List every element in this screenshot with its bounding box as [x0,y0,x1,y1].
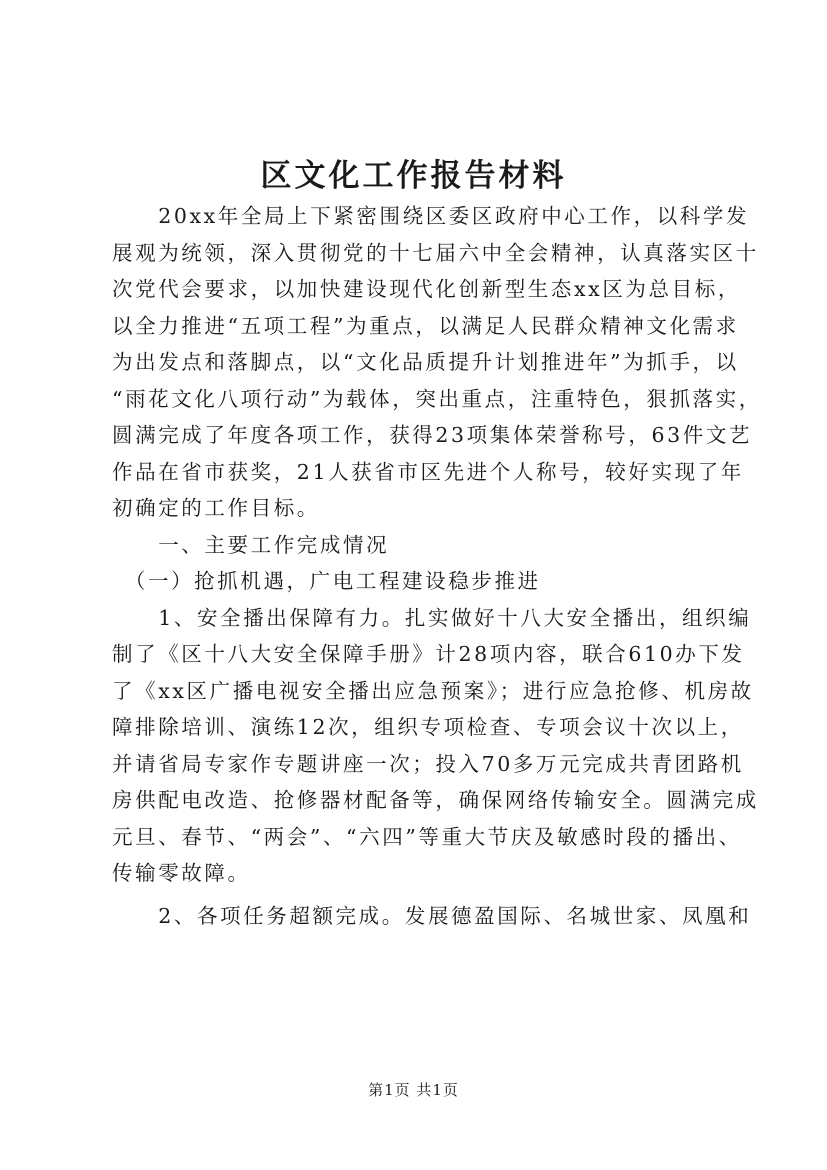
text-line: 了《xx区广播电视安全播出应急预案》；进行应急抢修、机房故 [112,678,754,703]
text-line: 障排除培训、演练12次，组织专项检查、专项会议十次以上， [112,715,744,739]
text-line: 展观为统领，深入贯彻党的十七届六中全会精神，认真落实区十 [112,240,759,265]
text-line: 圆满完成了年度各项工作，获得23项集体荣誉称号，63件文艺 [112,423,753,447]
text-line: 传输零故障。 [112,861,251,885]
text-line: 并请省局专家作专题讲座一次；投入70多万元完成共青团路机 [112,751,744,776]
text-line: 初确定的工作目标。 [112,496,320,520]
text-line: 20xx年全局上下紧密围绕区委区政府中心工作，以科学发 [112,204,750,228]
page-number: 第1页 共1页 [368,1081,459,1099]
text-line: 2、各项任务超额完成。发展德盈国际、名城世家、凤凰和 [112,903,752,928]
text-line: “雨花文化八项行动”为载体，突出重点，注重特色，狠抓落实， [112,386,762,411]
text-line: 房供配电改造、抢修器材配备等，确保网络传输安全。圆满完成 [112,788,759,812]
text-line: 1、安全播出保障有力。扎实做好十八大安全播出，组织编 [112,605,752,630]
text-line: 为出发点和落脚点，以“文化品质提升计划推进年”为抓手，以 [112,350,739,374]
text-line: 作品在省市获奖，21人获省市区先进个人称号，较好实现了年 [112,459,744,484]
text-line: 以全力推进“五项工程”为重点，以满足人民群众精神文化需求 [112,313,739,338]
section-heading: 一、主要工作完成情况 [112,532,390,557]
text-line: 制了《区十八大安全保障手册》计28项内容，联合610办下发 [112,642,745,666]
text-line: 次党代会要求，以加快建设现代化创新型生态xx区为总目标， [112,277,741,301]
document-body [112,198,762,934]
text-line: 元旦、春节、“两会”、“六四”等重大节庆及敏感时段的播出、 [112,824,742,849]
document-title: 区文化工作报告材料 [260,158,567,194]
subsection-heading: （一）抢抓机遇，广电工程建设稳步推进 [112,569,541,593]
